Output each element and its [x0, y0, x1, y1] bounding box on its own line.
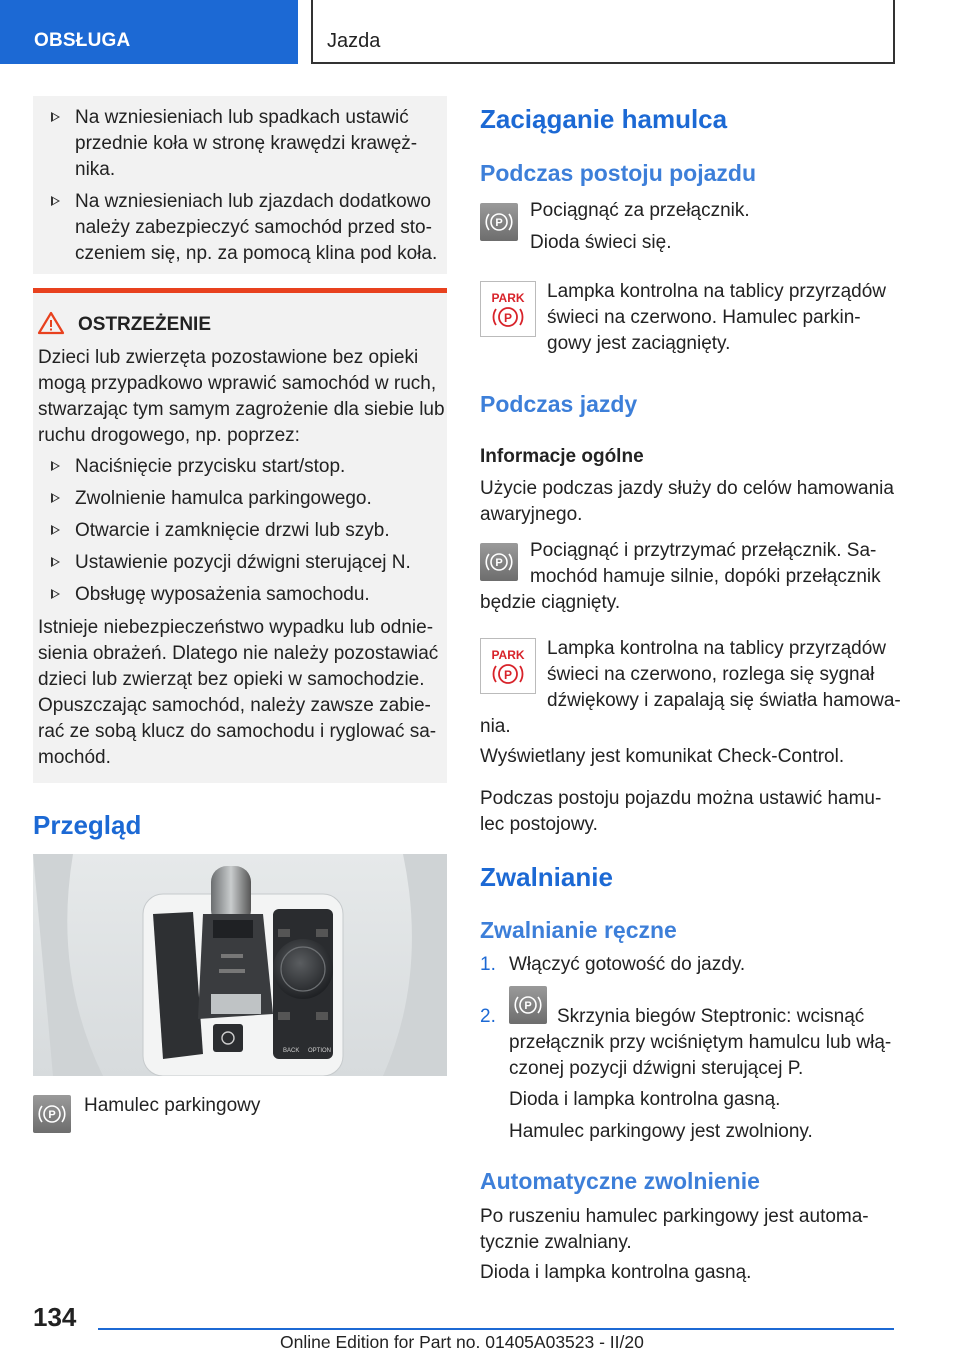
manual-step-2-line-2: przełącznik przy wciśniętym hamulcu lub włą-: [509, 1032, 892, 1053]
manual-step-2-line-3: czonej pozycji dźwigni sterującej P.: [509, 1058, 804, 1079]
driving-usage-line-1: Użycie podczas jazdy służy do celów hamowania: [480, 478, 894, 499]
driving-lamp-line-3: dźwiękowy i zapalają się światła hamowa-: [547, 690, 901, 711]
standstill-step-1: Pociągnąć za przełącznik.: [530, 200, 750, 221]
warning-title: OSTRZEŻENIE: [78, 314, 212, 335]
svg-text:PARK: PARK: [491, 291, 525, 305]
svg-text:P: P: [495, 557, 503, 569]
warning-intro-line-2: mogą przypadkowo wprawić samochód w ruch,: [38, 373, 437, 394]
driving-message: Wyświetlany jest komunikat Check-Control.: [480, 746, 845, 767]
overview-heading: Przegląd: [33, 810, 142, 840]
manual-step-1: Włączyć gotowość do jazdy.: [509, 954, 746, 975]
driving-action-line-1: Pociągnąć i przytrzymać przełącznik. Sa-: [530, 540, 877, 561]
svg-text:P: P: [48, 1109, 56, 1121]
warning-intro-line-3: stwarzając tym samym zagrożenie dla siebie lub: [38, 399, 445, 420]
driving-subheading: Informacje ogólne: [480, 446, 644, 467]
standstill-lamp-line-3: gowy jest zaciągnięty.: [547, 333, 731, 354]
parking-brake-switch-icon: [480, 203, 518, 241]
warning-item: Obsługę wyposażenia samochodu.: [75, 584, 370, 605]
driving-note-line-1: Podczas postoju pojazdu można ustawić hamu-: [480, 788, 882, 809]
parking-brake-switch-icon: [33, 1095, 71, 1133]
parking-brake-switch-icon: [509, 986, 547, 1024]
footer-divider: [98, 1328, 894, 1330]
warning-outro-line-2: sienia obrażeń. Dlatego nie należy pozostawiać: [38, 643, 439, 664]
option-button-label: OPTION: [308, 1048, 332, 1054]
back-button-label: BACK: [283, 1048, 300, 1054]
tip-item-1-line-2: przednie koła w stronę krawędzi krawęż-: [75, 133, 418, 154]
driving-action-line-2: mochód hamuje silnie, dopóki przełącznik: [530, 566, 881, 587]
automatic-release-heading: Automatyczne zwolnienie: [480, 1168, 760, 1194]
chapter-title: Jazda: [327, 30, 381, 52]
manual-result-2: Hamulec parkingowy jest zwolniony.: [509, 1121, 813, 1142]
engage-heading: Zaciąganie hamulca: [480, 104, 728, 134]
warning-item: Ustawienie pozycji dźwigni sterującej N.: [75, 552, 411, 573]
bullet-triangle-icon: [51, 112, 60, 122]
driving-lamp-line-1: Lampka kontrolna na tablicy przyrządów: [547, 638, 887, 659]
warning-item: Zwolnienie hamulca parkingowego.: [75, 488, 372, 509]
standstill-step-2: Dioda świeci się.: [530, 232, 672, 253]
bullet-triangle-icon: [51, 589, 60, 599]
warning-outro-line-1: Istnieje niebezpieczeństwo wypadku lub odnie-: [38, 617, 434, 638]
warning-triangle-icon: [37, 311, 65, 335]
driving-lamp-line-2: świeci na czerwono, rozlega się sygnał: [547, 664, 875, 685]
tip-item-2-line-2: należy zabezpieczyć samochód przed sto-: [75, 217, 432, 238]
warning-intro-line-4: ruchu drogowego, np. poprzez:: [38, 425, 300, 446]
release-heading: Zwalnianie: [480, 862, 613, 892]
warning-item: Otwarcie i zamknięcie drzwi lub szyb.: [75, 520, 390, 541]
warning-intro-line-1: Dzieci lub zwierzęta pozostawione bez opieki: [38, 347, 419, 368]
warning-bar: [33, 288, 447, 293]
tip-item-1-line-3: nika.: [75, 159, 116, 180]
park-indicator-icon: [480, 638, 536, 694]
driving-heading: Podczas jazdy: [480, 391, 638, 417]
chapter-header: [311, 0, 895, 64]
warning-item: Naciśnięcie przycisku start/stop.: [75, 456, 346, 477]
standstill-lamp-line-1: Lampka kontrolna na tablicy przyrządów: [547, 281, 887, 302]
driving-action-line-3: będzie ciągnięty.: [480, 592, 621, 613]
driving-note-line-2: lec postojowy.: [480, 814, 598, 835]
step-number: 2.: [480, 1006, 496, 1027]
manual-result-1: Dioda i lampka kontrolna gasną.: [509, 1089, 781, 1110]
page-number: 134: [33, 1302, 77, 1332]
standstill-lamp-line-2: świeci na czerwono. Hamulec parkin-: [547, 307, 861, 328]
warning-outro-line-4: Opuszczając samochód, należy zawsze zabie-: [38, 695, 431, 716]
bullet-triangle-icon: [51, 557, 60, 567]
tip-item-1-line-1: Na wzniesieniach lub spadkach ustawić: [75, 107, 409, 128]
section-tab: [0, 0, 298, 64]
parking-brake-switch-icon: [480, 543, 518, 581]
driving-usage-line-2: awaryjnego.: [480, 504, 583, 525]
svg-text:P: P: [495, 217, 503, 229]
svg-text:PARK: PARK: [491, 648, 525, 662]
automatic-result: Dioda i lampka kontrolna gasną.: [480, 1262, 752, 1283]
park-indicator-icon: [480, 281, 536, 337]
warning-outro-line-6: mochód.: [38, 747, 111, 768]
bullet-triangle-icon: [51, 525, 60, 535]
bullet-triangle-icon: [51, 493, 60, 503]
manual-release-heading: Zwalnianie ręczne: [480, 917, 677, 943]
warning-outro-line-5: rać ze sobą klucz do samochodu i ryglować sa-: [38, 721, 437, 742]
bullet-triangle-icon: [51, 196, 60, 206]
automatic-text-line-1: Po ruszeniu hamulec parkingowy jest automa-: [480, 1206, 869, 1227]
svg-text:P: P: [503, 311, 513, 325]
tip-item-2-line-1: Na wzniesieniach lub zjazdach dodatkowo: [75, 191, 431, 212]
tip-item-2-line-3: czeniem się, np. za pomocą klina pod koła.: [75, 243, 438, 264]
photo-caption: Hamulec parkingowy: [84, 1095, 261, 1116]
svg-text:P: P: [503, 668, 513, 682]
standstill-heading: Podczas postoju pojazdu: [480, 160, 757, 186]
bullet-triangle-icon: [51, 461, 60, 471]
center-console-photo: [33, 854, 447, 1076]
step-number: 1.: [480, 954, 496, 975]
driving-lamp-line-4: nia.: [480, 716, 511, 737]
section-title: OBSŁUGA: [34, 30, 131, 51]
manual-step-2-line-1: Skrzynia biegów Steptronic: wcisnąć: [557, 1006, 865, 1027]
warning-outro-line-3: dzieci lub zwierząt bez opieki w samochodzie.: [38, 669, 425, 690]
footer-edition: Online Edition for Part no. 01405A03523 - II/20: [280, 1332, 644, 1352]
automatic-text-line-2: tycznie zwalniany.: [480, 1232, 632, 1253]
svg-text:P: P: [524, 1000, 532, 1012]
